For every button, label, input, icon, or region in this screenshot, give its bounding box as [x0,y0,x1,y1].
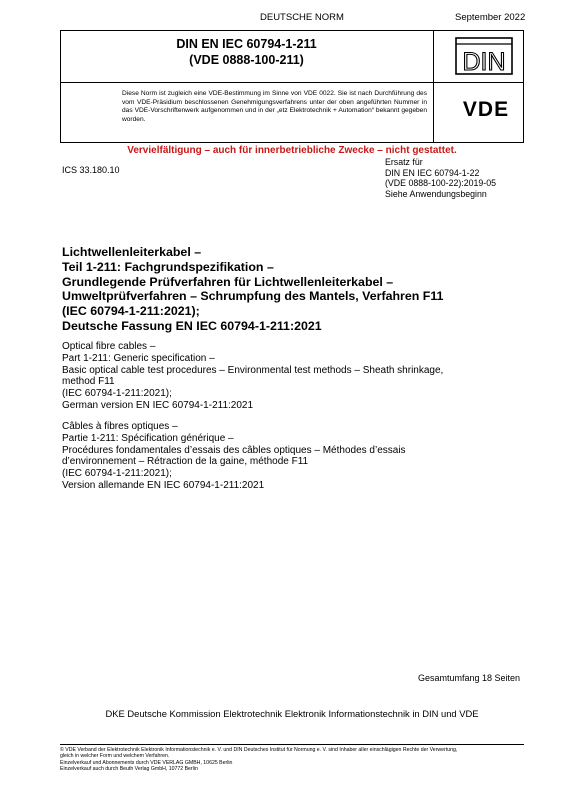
replacement-label: Ersatz für [385,157,423,167]
footer-divider [60,744,524,745]
german-title-line: (IEC 60794-1-211:2021); [62,304,200,319]
english-title-line: Basic optical cable test procedures – Environmental test methods – Sheath shrinkage, [62,364,444,376]
english-title-line: method F11 [62,376,115,388]
standard-number-din: DIN EN IEC 60794-1-211 [176,37,317,51]
footer-line: Einzelverkauf und Abonnements durch VDE VERLAG GMBH, 10625 Berlin [60,759,233,766]
german-title-line: Teil 1-211: Fachgrundspezifikation – [62,259,274,274]
copyright-footer [60,747,536,773]
replaced-standard: DIN EN IEC 60794-1-22 [385,167,480,178]
english-title-line: German version EN IEC 60794-1-211:2021 [62,399,254,411]
dke-line: DKE Deutsche Kommission Elektrotechnik Elektronik Informationstechnik in DIN und VDE [105,708,479,719]
vde-paragraph: Diese Norm ist zugleich eine VDE-Bestimmung im Sinne von VDE 0022. Sie ist nach Durchführung des vom VDE-Präsidium beschlossenen Genehmigungsverfahrens unter der oben angeführten Nummer in das VDE-Vorschriftenwerk aufgenommen und in der „etz Elektrotechnik + Automation“ bekannt gegeben worden. [122,90,427,123]
english-title-line: Part 1-211: Generic specification – [62,352,215,364]
french-title-line: (IEC 60794-1-211:2021); [62,468,172,480]
french-title-line: Version allemande EN IEC 60794-1-211:2021 [62,479,265,491]
footer-line: gleich in welcher Form und welchem Verfahren. [60,753,170,760]
english-title-line: (IEC 60794-1-211:2021); [62,388,172,400]
copy-notice: Vervielfältigung – auch für innerbetriebliche Zwecke – nicht gestattet. [127,145,457,156]
standard-number-vde: (VDE 0888-100-211) [189,53,304,67]
english-title [62,341,532,412]
din-logo [455,37,513,75]
german-title-line: Umweltprüfverfahren – Schrumpfung des Mantels, Verfahren F11 [62,289,444,304]
din-logo-text: DIN [462,48,506,75]
frame-divider-horizontal [60,82,524,83]
footer-line: © VDE Verband der Elektrotechnik Elektronik Informationstechnik e. V. und DIN Deutsches Institut für Normung e. V. sind Inhaber aller einschlägigen Rechte der Verwertung, [60,747,458,753]
vde-logo-text: VDE [462,98,510,120]
vde-logo [453,96,519,120]
publication-date: September 2022 [455,12,526,23]
french-title-line: Partie 1-211: Spécification générique – [62,432,234,444]
norm-type-label: DEUTSCHE NORM [260,12,344,23]
footer-line: Einzelverkauf auch durch Beuth Verlag GmbH, 10772 Berlin [60,766,198,773]
german-title-line: Deutsche Fassung EN IEC 60794-1-211:2021 [62,318,322,333]
frame-divider-vertical [433,30,434,143]
standard-number [60,36,433,68]
replaced-vde-number: (VDE 0888-100-22):2019-05 [385,178,497,188]
application-note: Siehe Anwendungsbeginn [385,188,487,199]
french-title-line: Câbles à fibres optiques – [62,421,178,432]
english-title-line: Optical fibre cables – [62,341,156,352]
replacement-info [385,157,496,199]
total-pages: Gesamtumfang 18 Seiten [417,673,520,683]
german-title [62,245,532,334]
ics-code: ICS 33.180.10 [62,165,120,175]
french-title-line: Procédures fondamentales d’essais des câbles optiques – Méthodes d’essais [62,444,406,456]
german-title-line: Lichtwellenleiterkabel – [62,245,202,259]
french-title [62,421,532,492]
french-title-line: d’environnement – Rétraction de la gaine, méthode F11 [62,456,309,468]
german-title-line: Grundlegende Prüfverfahren für Lichtwellenleiterkabel – [62,274,394,289]
